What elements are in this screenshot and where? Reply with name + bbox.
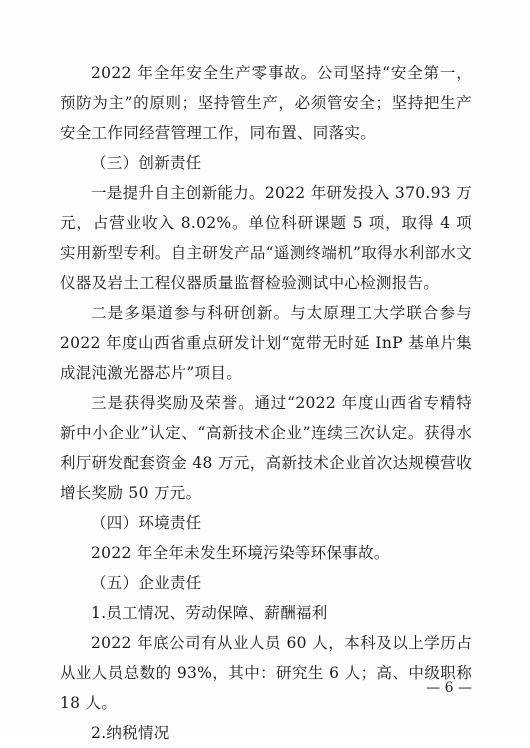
paragraph-research-collaboration: 二是多渠道参与科研创新。与太原理工大学联合参与 2022 年度山西省重点研发计划“宽带无时延 InP 基单片集成混沌激光器芯片”项目。 (60, 304, 472, 382)
section-heading-environment: （四）环境责任 (91, 514, 202, 532)
subheading-employees: 1.员工情况、劳动保障、薪酬福利 (91, 604, 328, 622)
paragraph-safety: 2022 年全年安全生产零事故。公司坚持“安全第一，预防为主”的原则；坚持管生产，必须管安全；坚持把生产安全工作同经营管理工作，同布置、同落实。 (60, 64, 472, 142)
document-body (60, 58, 472, 748)
subheading-tax: 2.纳税情况 (91, 724, 170, 742)
section-heading-innovation: （三）创新责任 (91, 154, 202, 172)
paragraph-employees: 2022 年底公司有从业人员 60 人，本科及以上学历占从业人员总数的 93%，其中：研究生 6 人；高、中级职称 18 人。 (60, 634, 472, 712)
paragraph-awards: 三是获得奖励及荣誉。通过“2022 年度山西省专精特新中小企业”认定、“高新技术企业”连续三次认定。获得水利厅研发配套资金 48 万元，高新技术企业首次达规模营收增长奖励 50 万元。 (60, 394, 472, 502)
section-heading-enterprise: （五）企业责任 (91, 574, 202, 592)
paragraph-innovation-capability: 一是提升自主创新能力。2022 年研发投入 370.93 万元，占营业收入 8.02%。单位科研课题 5 项，取得 4 项实用新型专利。自主研发产品“遥测终端机”取得水利部水文仪器及岩土工程仪器质量监督检验测试中心检测报告。 (60, 184, 472, 292)
paragraph-environment: 2022 年全年未发生环境污染等环保事故。 (91, 544, 390, 562)
page-number: — 6 — (426, 680, 472, 696)
